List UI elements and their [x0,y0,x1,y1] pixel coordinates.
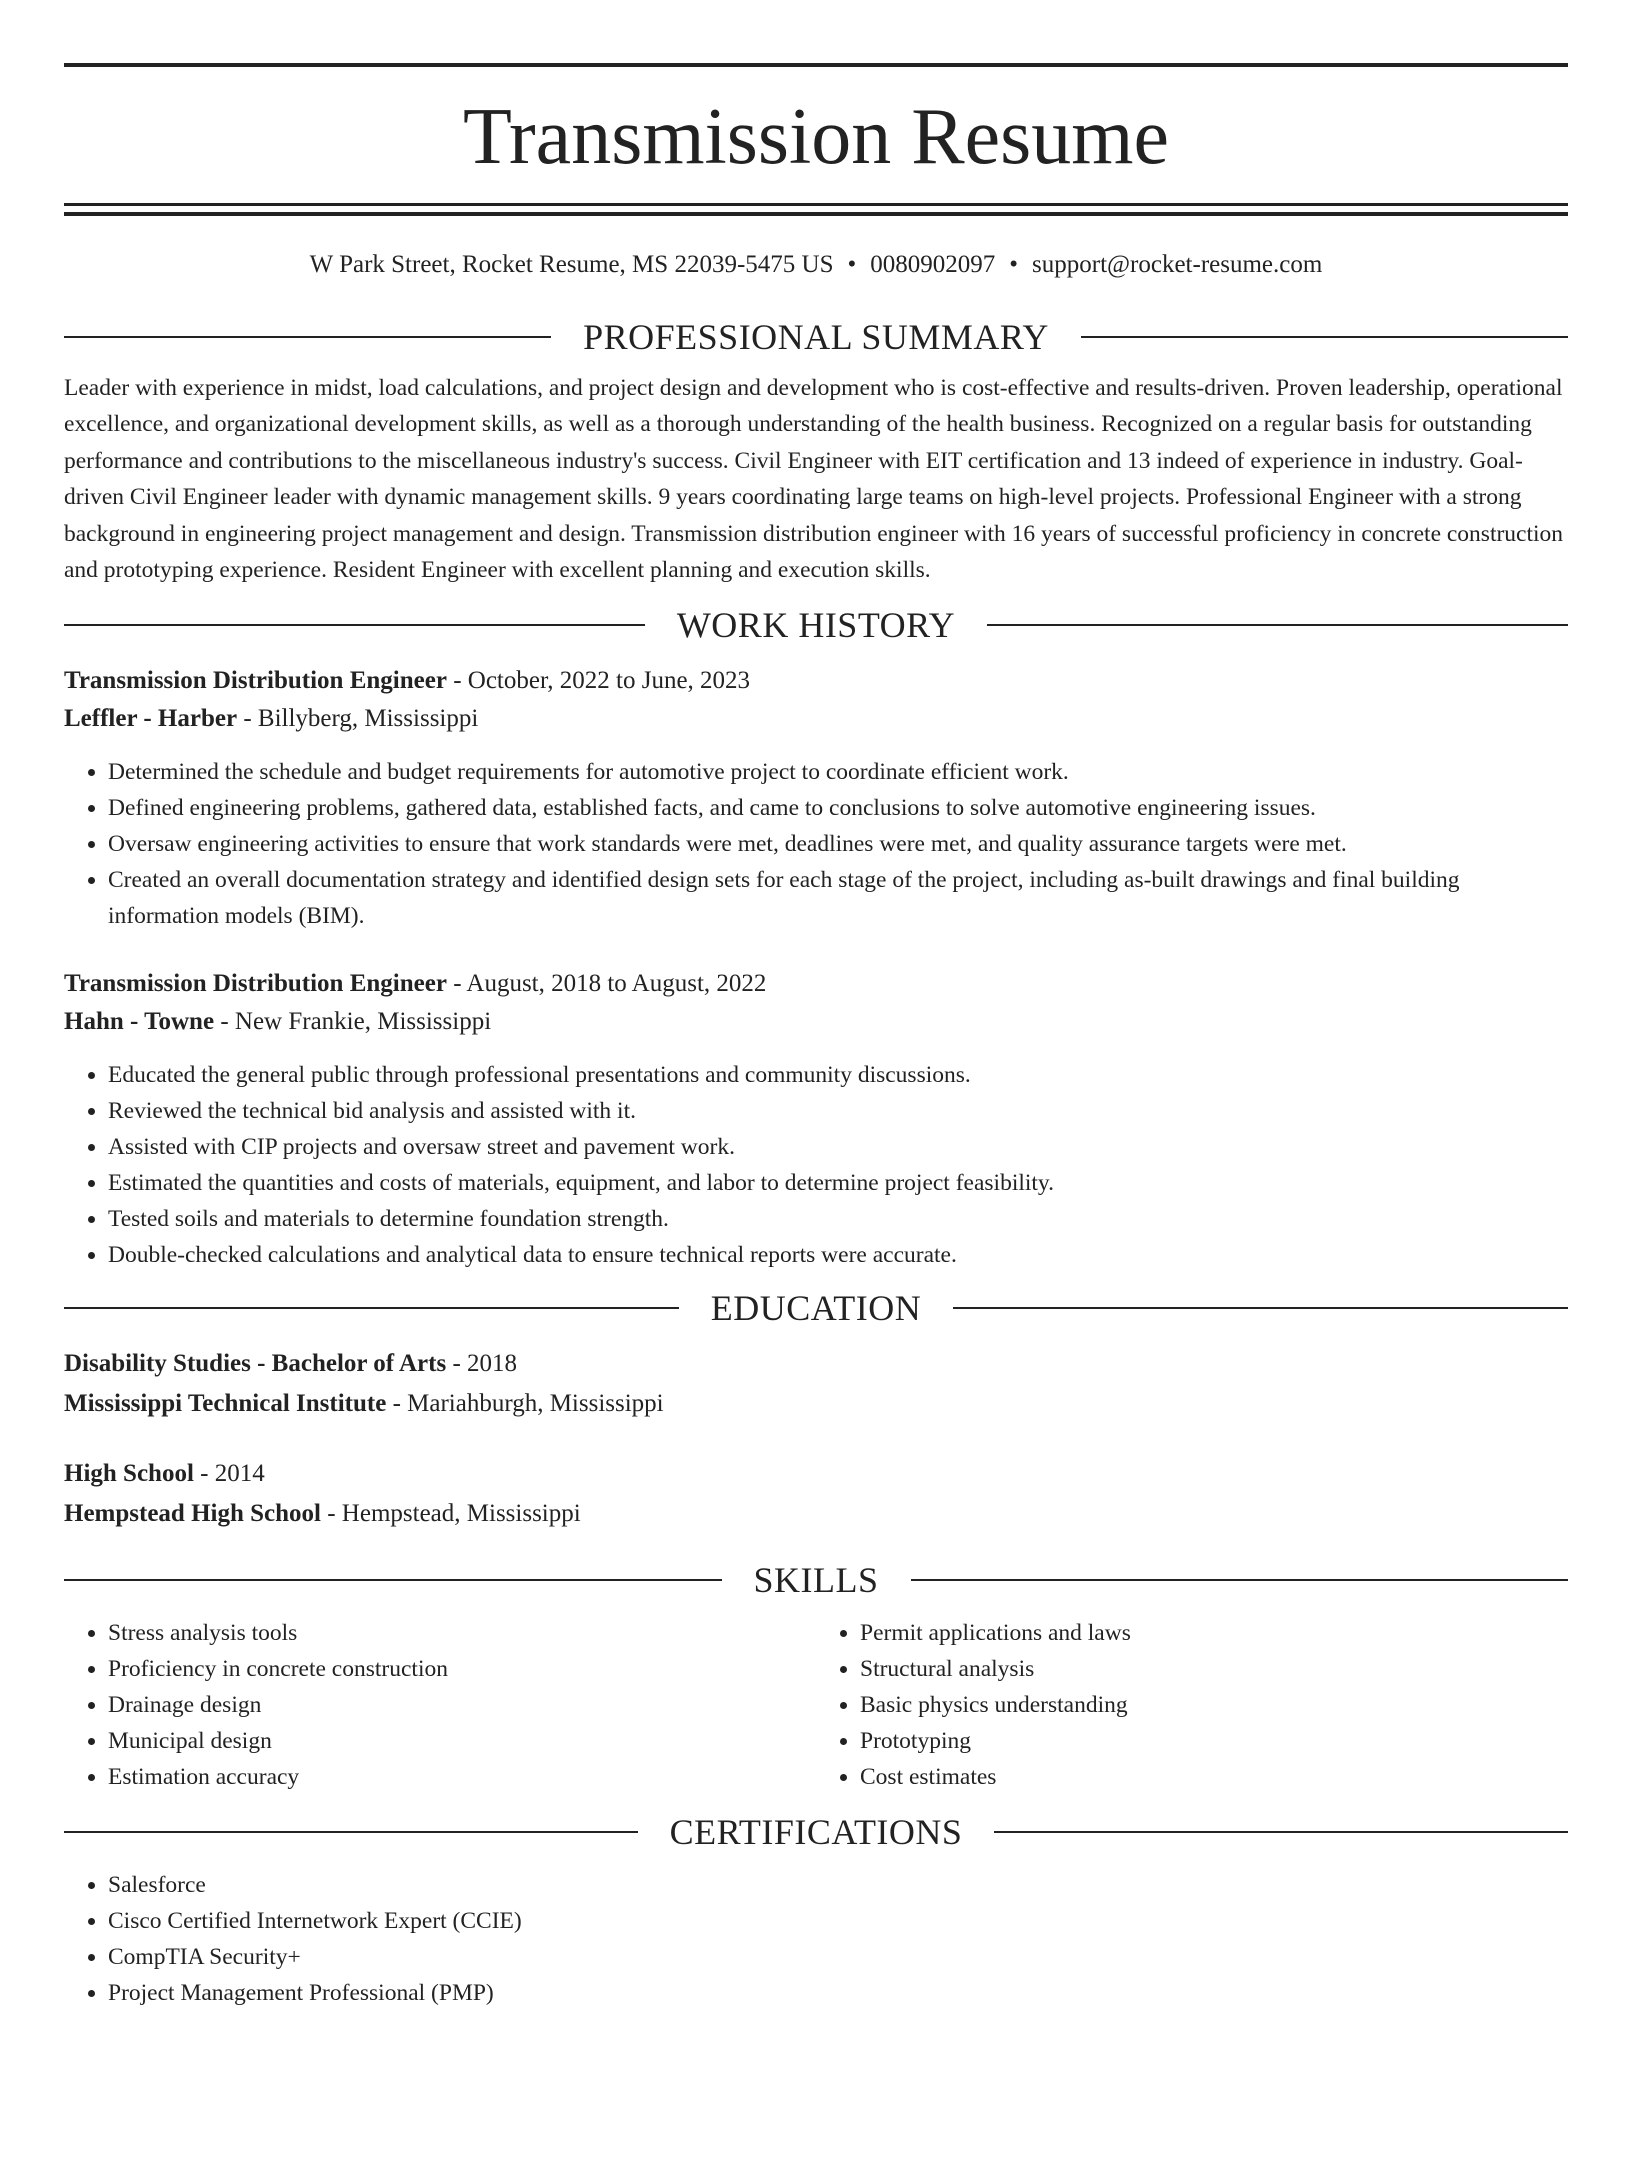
divider-line [911,1579,1569,1581]
contact-separator: • [847,251,857,278]
education-degree-line [64,1345,1568,1383]
list-item: • Created an overall documentation strategy and identified design sets for each stage of the project, including as-built drawings and final building information models (BIM). [108,862,1568,934]
list-item: • Determined the schedule and budget requirements for automotive project to coordinate efficient work. [108,754,1568,790]
list-item: • Estimated the quantities and costs of materials, equipment, and labor to determine project feasibility. [108,1165,1568,1201]
skill-item: • Structural analysis [860,1651,1568,1687]
section-header-work [64,600,1568,650]
job-company-line [64,700,1568,738]
top-rule [64,63,1568,67]
skills-columns [64,1615,1568,1795]
resume-title: Transmission Resume [462,93,1169,181]
contact-line [64,248,1568,282]
contact-separator: • [1009,251,1019,278]
job-location: - New Frankie, Mississippi [214,1008,492,1036]
education-degree: High School [64,1460,194,1488]
list-item: • Double-checked calculations and analytical data to ensure technical reports were accurate. [108,1237,1568,1273]
section-title: CERTIFICATIONS [669,1812,963,1853]
education-year: - 2014 [193,1460,265,1488]
section-header-summary [64,312,1568,362]
divider-line [64,1307,679,1309]
list-item: • Reviewed the technical bid analysis and assisted with it. [108,1093,1568,1129]
divider-line [953,1307,1568,1309]
divider-line [64,1579,722,1581]
resume-page [64,63,1568,2011]
job-title-line [64,662,1568,700]
job-title-line [64,965,1568,1003]
divider-line [987,624,1568,626]
education-school: Mississippi Technical Institute [64,1390,387,1418]
job-title: Transmission Distribution Engineer [64,970,447,998]
job-bullets [64,754,1568,934]
job-entry [64,662,1568,934]
divider-line [64,336,551,338]
skill-item: • Stress analysis tools [108,1615,816,1651]
job-company-line [64,1003,1568,1041]
job-dates: - August, 2018 to August, 2022 [446,970,767,998]
job-title: Transmission Distribution Engineer [64,667,447,695]
divider-line [1081,336,1568,338]
job-location: - Billyberg, Mississippi [237,705,479,733]
skills-list-left [64,1615,816,1795]
divider-line [64,624,645,626]
skill-item: • Drainage design [108,1687,816,1723]
section-header-certifications [64,1807,1568,1857]
education-school: Hempstead High School [64,1500,321,1528]
skill-item: • Basic physics understanding [860,1687,1568,1723]
summary-text: Leader with experience in midst, load calculations, and project design and development who is cost-effective and results-driven. Proven leadership, operational excellence, and organizational development skills, as well as a thorough understanding of the health business. Recognized on a regular basis for outstanding performance and contributions to the miscellaneous industry's success. Civil Engineer with EIT certification and 13 indeed of experience in industry. Goal-driven Civil Engineer leader with dynamic management skills. 9 years coordinating large teams on high-level projects. Professional Engineer with a strong background in engineering project management and design. Transmission distribution engineer with 16 years of successful proficiency in concrete construction and prototyping experience. Resident Engineer with excellent planning and execution skills. [64,375,1564,584]
divider-line [64,1831,638,1833]
list-item: • Assisted with CIP projects and oversaw street and pavement work. [108,1129,1568,1165]
job-bullets [64,1057,1568,1273]
certification-item: • Project Management Professional (PMP) [108,1975,1568,2011]
contact-email: support@rocket-resume.com [1032,251,1323,278]
section-title: EDUCATION [710,1288,922,1329]
list-item: • Educated the general public through professional presentations and community discussions. [108,1057,1568,1093]
education-location: - Hempstead, Mississippi [320,1500,581,1528]
education-location: - Mariahburgh, Mississippi [386,1390,664,1418]
education-year: - 2018 [446,1350,518,1378]
skills-list-right [816,1615,1568,1795]
job-company: Leffler - Harber [64,705,238,733]
list-item: • Defined engineering problems, gathered data, established facts, and came to conclusions to solve automotive engineering issues. [108,790,1568,826]
skill-item: • Proficiency in concrete construction [108,1651,816,1687]
skill-item: • Permit applications and laws [860,1615,1568,1651]
section-title: SKILLS [753,1560,879,1601]
section-title: PROFESSIONAL SUMMARY [583,317,1049,357]
skill-item: • Prototyping [860,1723,1568,1759]
section-header-education [64,1283,1568,1333]
job-dates: - October, 2022 to June, 2023 [446,667,751,695]
education-school-line [64,1495,1568,1533]
list-item: • Oversaw engineering activities to ensure that work standards were met, deadlines were met, and quality assurance targets were met. [108,826,1568,862]
job-entry [64,965,1568,1273]
skill-item: • Cost estimates [860,1759,1568,1795]
list-item: • Tested soils and materials to determine foundation strength. [108,1201,1568,1237]
education-entry [64,1455,1568,1533]
skill-item: • Estimation accuracy [108,1759,816,1795]
certification-item: • CompTIA Security+ [108,1939,1568,1975]
certifications-list [64,1867,1568,2011]
education-entry [64,1345,1568,1423]
section-header-skills [64,1555,1568,1605]
contact-phone: 0080902097 [870,251,996,278]
divider-line [994,1831,1568,1833]
job-company: Hahn - Towne [64,1008,215,1036]
title-double-rule [64,203,1568,216]
contact-address: W Park Street, Rocket Resume, MS 22039-5475 US [309,251,834,278]
education-degree-line [64,1455,1568,1493]
section-title: WORK HISTORY [676,605,956,646]
education-degree: Disability Studies - Bachelor of Arts [64,1350,447,1378]
certification-item: • Salesforce [108,1867,1568,1903]
education-school-line [64,1385,1568,1423]
skill-item: • Municipal design [108,1723,816,1759]
certification-item: • Cisco Certified Internetwork Expert (CCIE) [108,1903,1568,1939]
